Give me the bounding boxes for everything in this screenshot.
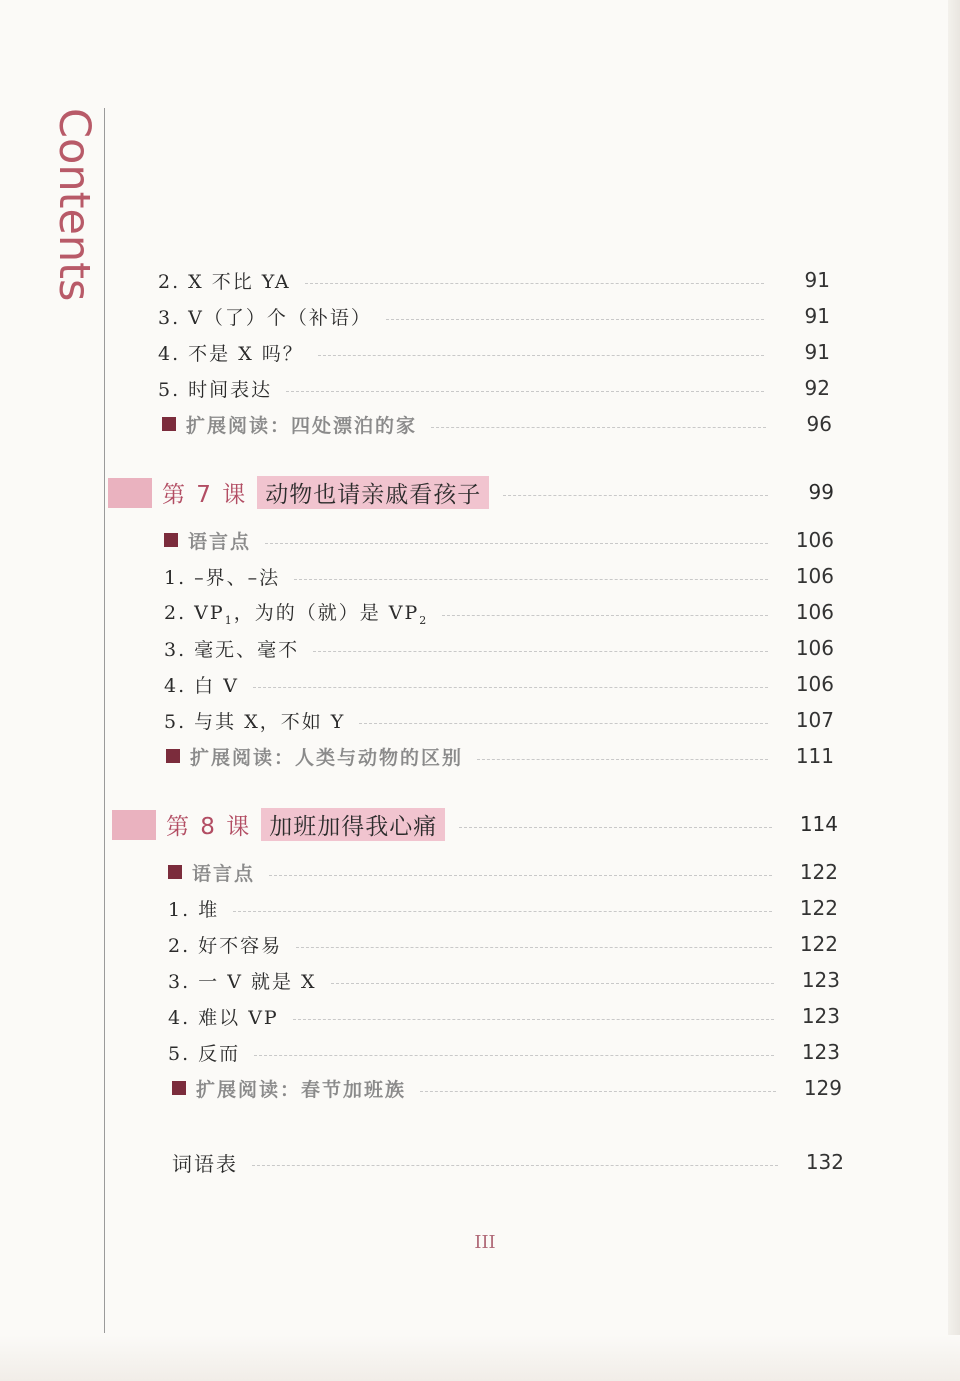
toc-entry-page: 106 xyxy=(795,600,834,624)
toc-entry[interactable] xyxy=(158,334,830,370)
leader-dots xyxy=(294,579,768,580)
toc-entry[interactable] xyxy=(164,666,834,702)
toc-entry[interactable] xyxy=(168,1034,840,1070)
toc-entry[interactable] xyxy=(168,998,840,1034)
toc-entry-page: 123 xyxy=(801,968,840,992)
square-bullet-icon xyxy=(162,417,176,431)
leader-dots xyxy=(233,911,772,912)
leader-dots xyxy=(477,759,768,760)
toc-entry-label: 4. 不是 X 吗？ xyxy=(158,342,304,365)
toc-entry-page: 123 xyxy=(801,1004,840,1028)
lesson-title: 加班加得我心痛 xyxy=(261,808,445,841)
leader-dots xyxy=(252,1165,778,1166)
toc-entry-label: 2. $VP_1$，为的（就）是 $VP_2$ xyxy=(164,601,429,627)
leader-dots xyxy=(253,687,768,688)
margin-rule xyxy=(104,108,105,1333)
leader-dots xyxy=(503,495,768,496)
toc-entry-page: 122 xyxy=(799,860,838,884)
toc-entry-page: 96 xyxy=(806,412,832,436)
lesson-number: 第 8 课 xyxy=(166,813,252,840)
leader-dots xyxy=(305,283,764,284)
toc-entry-label: 扩展阅读：人类与动物的区别 xyxy=(190,746,464,769)
leader-dots xyxy=(269,875,772,876)
toc-entry[interactable] xyxy=(168,926,838,962)
square-bullet-icon xyxy=(168,865,182,879)
toc-entry-label: 1. –界、–法 xyxy=(164,566,281,589)
toc-entry-page: 114 xyxy=(799,812,838,836)
toc-entry-label: 4. 难以 VP xyxy=(168,1006,279,1029)
page-bottom-edge xyxy=(0,1335,960,1381)
toc-entry-label: 语言点 xyxy=(192,862,256,885)
leader-dots xyxy=(293,1019,774,1020)
leader-dots xyxy=(431,427,766,428)
leader-dots xyxy=(286,391,764,392)
toc-entry-page: 106 xyxy=(795,636,834,660)
lesson-number: 第 7 课 xyxy=(162,481,248,508)
page-number: III xyxy=(474,1232,496,1253)
leader-dots xyxy=(318,355,764,356)
square-bullet-icon xyxy=(166,749,180,763)
toc-entry-page: 122 xyxy=(799,932,838,956)
toc-entry-label: 5. 时间表达 xyxy=(158,378,273,401)
leader-dots xyxy=(296,947,772,948)
leader-dots xyxy=(254,1055,774,1056)
toc-entry-label: 词语表 xyxy=(172,1151,238,1176)
lesson-title: 动物也请亲戚看孩子 xyxy=(257,476,489,509)
toc-entry-label: 2. 好不容易 xyxy=(168,934,283,957)
toc-entry[interactable] xyxy=(158,370,830,406)
toc-entry-page: 91 xyxy=(804,340,830,364)
toc-entry-label: 语言点 xyxy=(188,530,252,553)
toc-entry[interactable] xyxy=(164,558,834,594)
toc-entry-page: 106 xyxy=(795,528,834,552)
lesson-heading[interactable] xyxy=(166,806,838,842)
leader-dots xyxy=(386,319,764,320)
toc-entry[interactable] xyxy=(158,298,830,334)
toc-entry-label: 扩展阅读：四处漂泊的家 xyxy=(186,414,418,437)
lesson-marker xyxy=(108,478,152,508)
toc-entry-page: 99 xyxy=(808,480,834,504)
leader-dots xyxy=(331,983,774,984)
toc-entry-page: 123 xyxy=(801,1040,840,1064)
toc-entry[interactable] xyxy=(166,738,834,774)
toc-entry[interactable] xyxy=(164,630,834,666)
toc-entry[interactable] xyxy=(164,594,834,630)
leader-dots xyxy=(265,543,768,544)
toc-entry-page: 106 xyxy=(795,564,834,588)
toc-entry-label: 2. X 不比 YA xyxy=(158,270,291,293)
toc-entry[interactable] xyxy=(172,1070,842,1106)
toc-entry-page: 132 xyxy=(805,1150,844,1174)
toc-entry[interactable] xyxy=(168,890,838,926)
page-edge xyxy=(948,0,960,1381)
toc-entry[interactable] xyxy=(158,262,830,298)
leader-dots xyxy=(442,615,768,616)
toc-entry-label: 3. 一 V 就是 X xyxy=(168,970,317,993)
toc-entry[interactable] xyxy=(162,406,832,442)
leader-dots xyxy=(313,651,768,652)
toc-entry-label: 扩展阅读：春节加班族 xyxy=(196,1078,407,1101)
toc-entry-page: 106 xyxy=(795,672,834,696)
square-bullet-icon xyxy=(164,533,178,547)
toc-entry[interactable] xyxy=(164,522,834,558)
toc-entry-label: 1. 堆 xyxy=(168,898,220,921)
lesson-heading[interactable] xyxy=(162,474,834,510)
toc-entry-page: 122 xyxy=(799,896,838,920)
toc-entry-page: 91 xyxy=(804,268,830,292)
toc-entry-label: 5. 与其 X，不如 Y xyxy=(164,710,346,733)
toc-entry-page: 92 xyxy=(804,376,830,400)
toc-entry-page: 91 xyxy=(804,304,830,328)
toc-entry-label: 5. 反而 xyxy=(168,1042,241,1065)
toc-entry[interactable] xyxy=(168,854,838,890)
leader-dots xyxy=(459,827,772,828)
toc-entry-page: 111 xyxy=(795,744,834,768)
toc-entry-label: 3. 毫无、毫不 xyxy=(164,638,300,661)
toc-entry[interactable] xyxy=(164,702,834,738)
lesson-marker xyxy=(112,810,156,840)
toc-entry[interactable] xyxy=(168,962,840,998)
toc-entry-page: 107 xyxy=(795,708,834,732)
toc-entry-page: 129 xyxy=(803,1076,842,1100)
square-bullet-icon xyxy=(172,1081,186,1095)
toc-entry-glossary[interactable] xyxy=(172,1144,844,1180)
leader-dots xyxy=(420,1091,776,1092)
leader-dots xyxy=(359,723,768,724)
contents-title: Contents xyxy=(49,108,99,302)
toc-entry-label: 4. 白 V xyxy=(164,674,239,697)
toc-entry-label: 3. V（了）个（补语） xyxy=(158,306,372,329)
